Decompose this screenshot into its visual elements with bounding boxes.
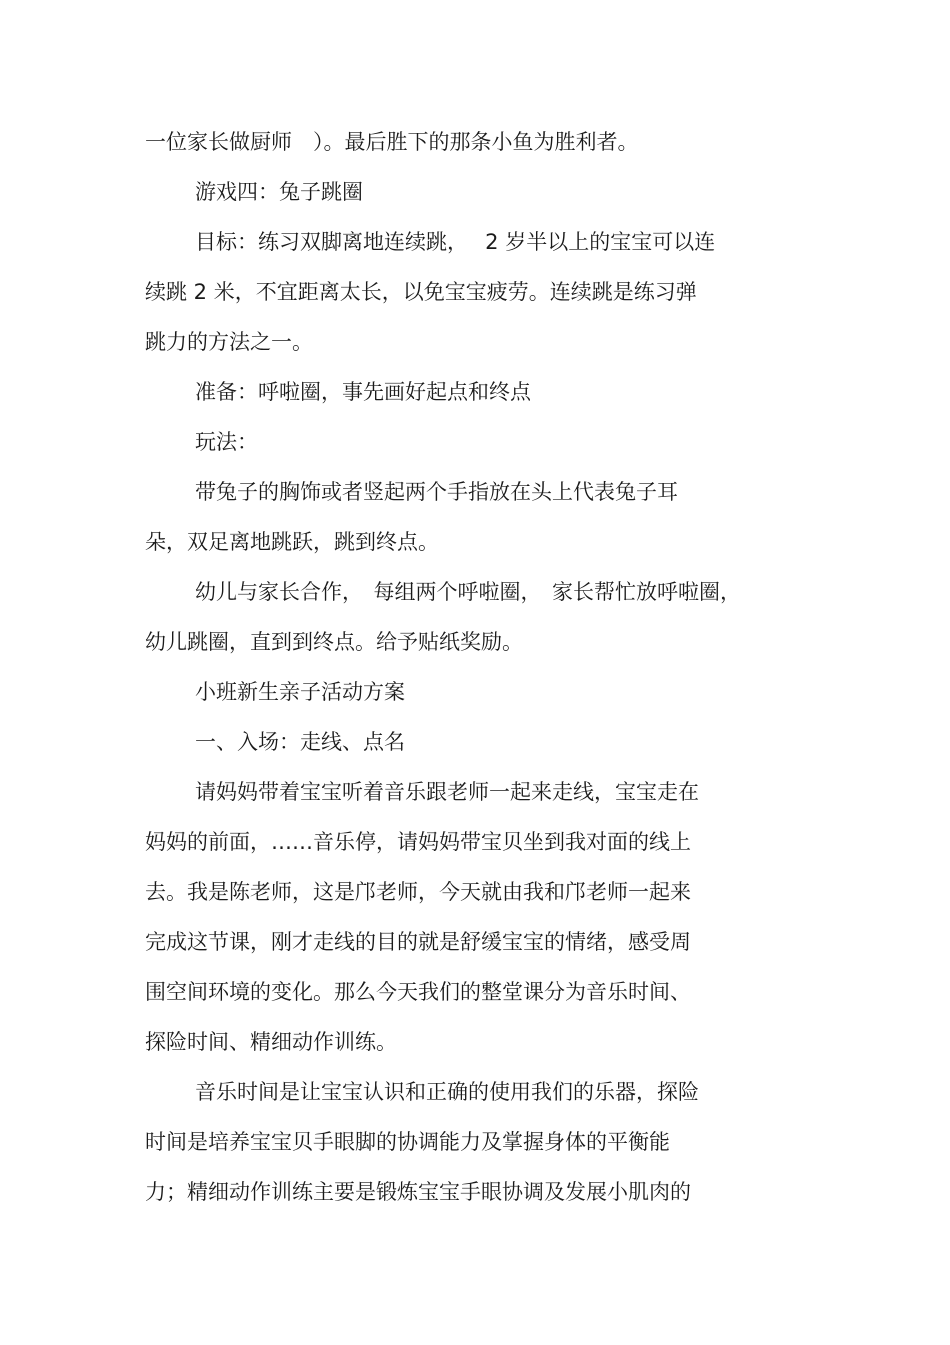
text-line: 幼儿跳圈，直到到终点。给予贴纸奖励。: [145, 630, 523, 654]
text-line: 跳力的方法之一。: [145, 330, 313, 354]
text-line: 探险时间、精细动作训练。: [145, 1030, 397, 1054]
text-line: 朵，双足离地跳跃，跳到终点。: [145, 530, 439, 554]
text-line: 请妈妈带着宝宝听着音乐跟老师一起来走线，宝宝走在: [195, 780, 699, 804]
section-heading: 游戏四：兔子跳圈: [195, 180, 363, 204]
text-line: 时间是培养宝宝贝手眼脚的协调能力及掌握身体的平衡能: [145, 1130, 670, 1154]
text-line: 一位家长做厨师 ）。最后胜下的那条小鱼为胜利者。: [145, 130, 639, 154]
text-line: 完成这节课，刚才走线的目的就是舒缓宝宝的情绪，感受周: [145, 930, 691, 954]
text-line: 玩法：: [195, 430, 258, 454]
text-line: 目标：练习双脚离地连续跳， 2 岁半以上的宝宝可以连: [195, 230, 716, 254]
section-heading: 一、入场：走线、点名: [195, 730, 405, 754]
text-line: 准备：呼啦圈，事先画好起点和终点: [195, 380, 531, 404]
text-line: 带兔子的胸饰或者竖起两个手指放在头上代表兔子耳: [195, 480, 678, 504]
text-line: 去。我是陈老师，这是邝老师，今天就由我和邝老师一起来: [145, 880, 691, 904]
text-line: 音乐时间是让宝宝认识和正确的使用我们的乐器，探险: [195, 1080, 699, 1104]
text-line: 围空间环境的变化。那么今天我们的整堂课分为音乐时间、: [145, 980, 691, 1004]
text-line: 续跳 2 米，不宜距离太长，以免宝宝疲劳。连续跳是练习弹: [145, 280, 697, 304]
text-line: 幼儿与家长合作， 每组两个呼啦圈， 家长帮忙放呼啦圈，: [195, 580, 741, 604]
section-heading: 小班新生亲子活动方案: [195, 680, 405, 704]
text-line: 力；精细动作训练主要是锻炼宝宝手眼协调及发展小肌肉的: [145, 1180, 691, 1204]
text-line: 妈妈的前面，……音乐停，请妈妈带宝贝坐到我对面的线上: [145, 830, 691, 854]
